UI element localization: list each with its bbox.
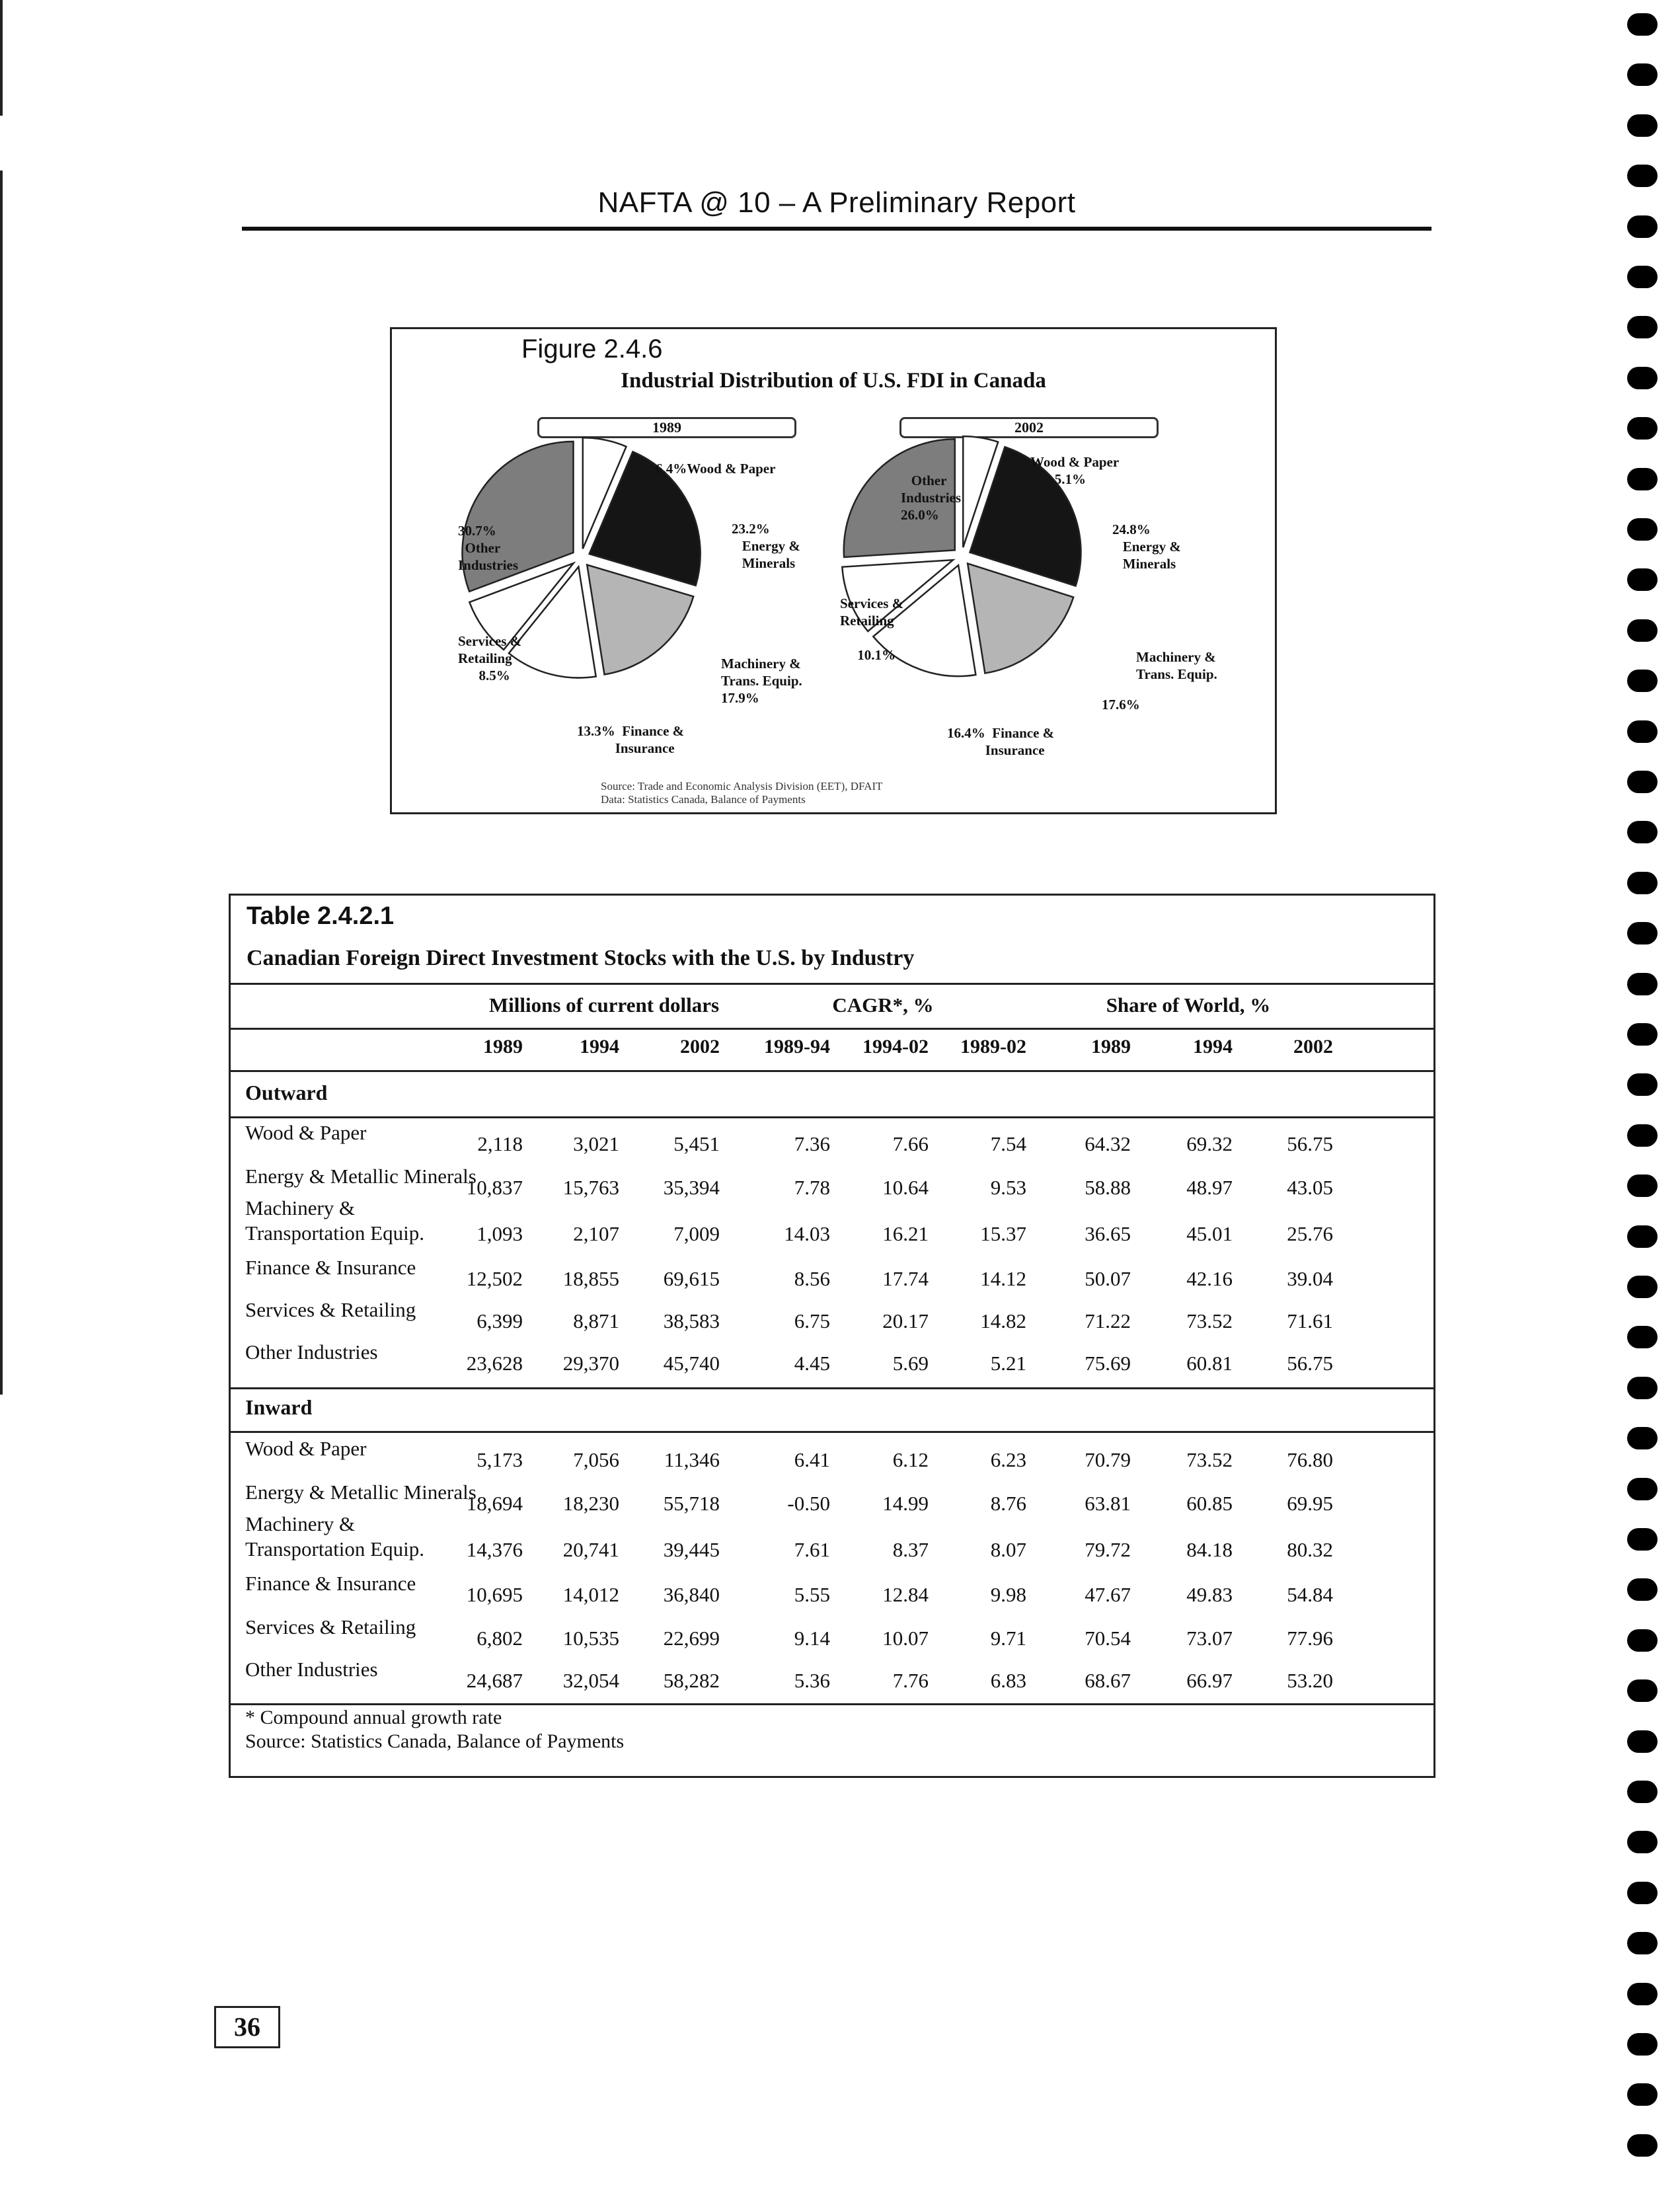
table-cell: 6.75 (794, 1309, 830, 1332)
table-column-header: 1994-02 (862, 1036, 929, 1058)
binding-hole (1627, 1528, 1658, 1551)
table-cell: 8.56 (794, 1267, 830, 1290)
table-cell: 69.95 (1287, 1492, 1333, 1515)
table-column-header: 2002 (680, 1036, 720, 1058)
table-cell: 47.67 (1085, 1583, 1131, 1606)
table-cell: 54.84 (1287, 1583, 1333, 1606)
table-cell: 77.96 (1287, 1627, 1333, 1650)
table-row-label: Transportation Equip. (245, 1537, 424, 1560)
binding-hole (1627, 922, 1658, 944)
table-cell: 6.12 (892, 1448, 929, 1471)
table-cell: 7.54 (990, 1132, 1026, 1155)
table-section-inward: Inward (245, 1395, 313, 1419)
table-number: Table 2.4.2.1 (247, 902, 395, 930)
table-cell: 48.97 (1186, 1176, 1233, 1199)
table-cell: 16.21 (882, 1222, 929, 1245)
binding-hole (1627, 872, 1658, 894)
table-column-header: 2002 (1293, 1036, 1333, 1058)
pie-1989-label-finance: 13.3% Finance & Insurance (577, 723, 685, 756)
table-cell: 7.61 (794, 1538, 830, 1561)
table-cell: 6.23 (990, 1448, 1026, 1471)
table-cell: 69.32 (1186, 1132, 1233, 1155)
binding-hole (1627, 13, 1658, 36)
page-left-edge-line (0, 171, 3, 1395)
binding-hole (1627, 367, 1658, 389)
table-cell: 35,394 (663, 1176, 720, 1199)
table-cell: 53.20 (1287, 1669, 1333, 1692)
table-cell: 50.07 (1085, 1267, 1131, 1290)
binding-hole (1627, 1578, 1658, 1601)
binding-hole (1627, 2083, 1658, 2106)
pie-1989-slice-3 (587, 565, 693, 675)
table-cell: 6.83 (990, 1669, 1026, 1692)
table-cell: 7,009 (673, 1222, 720, 1245)
table-cell: 9.53 (990, 1176, 1026, 1199)
table-column-header: 1994 (1193, 1036, 1233, 1058)
table-cell: 14,376 (466, 1538, 523, 1561)
table-cell: 56.75 (1287, 1352, 1333, 1375)
table-cell: 80.32 (1287, 1538, 1333, 1561)
table-cell: 10.64 (882, 1176, 929, 1199)
table-cell: 10,837 (466, 1176, 523, 1199)
binding-hole (1627, 1326, 1658, 1348)
table-cell: 7,056 (573, 1448, 619, 1471)
table-cell: 71.22 (1085, 1309, 1131, 1332)
table-group-header: Millions of current dollars (488, 993, 720, 1017)
table-cell: 22,699 (663, 1627, 720, 1650)
binding-hole (1627, 215, 1658, 238)
table-cell: 24,687 (466, 1669, 523, 1692)
table-group-header: CAGR*, % (832, 993, 934, 1017)
table-cell: 18,855 (562, 1267, 619, 1290)
table-cell: 7.78 (794, 1176, 830, 1199)
table-cell: 38,583 (663, 1309, 720, 1332)
binding-hole (1627, 2134, 1658, 2157)
binding-hole (1627, 1679, 1658, 1702)
page-number: 36 (214, 2006, 280, 2048)
table-cell: 8.07 (990, 1538, 1026, 1561)
table-cell: 9.14 (794, 1627, 830, 1650)
binding-hole (1627, 266, 1658, 288)
figure-box (390, 327, 1277, 814)
table-cell: 10,535 (562, 1627, 619, 1650)
table-cell: 14,012 (562, 1583, 619, 1606)
binding-hole (1627, 1831, 1658, 1853)
table-cell: 20,741 (562, 1538, 619, 1561)
binding-hole (1627, 973, 1658, 995)
table-cell: 23,628 (466, 1352, 523, 1375)
binding-hole (1627, 1478, 1658, 1500)
binding-hole (1627, 1730, 1658, 1753)
table-cell: 10.07 (882, 1627, 929, 1650)
table-cell: 45,740 (663, 1352, 720, 1375)
table-cell: 36.65 (1085, 1222, 1131, 1245)
table-cell: 2,107 (573, 1222, 619, 1245)
table-cell: 15.37 (980, 1222, 1026, 1245)
table-cell: 32,054 (562, 1669, 619, 1692)
table-row-label: Services & Retailing (245, 1298, 416, 1321)
table-cell: 49.83 (1186, 1583, 1233, 1606)
table-group-header: Share of World, % (1106, 993, 1271, 1017)
binding-hole (1627, 1932, 1658, 1954)
table-cell: 5,173 (477, 1448, 523, 1471)
table-cell: 29,370 (562, 1352, 619, 1375)
binding-hole (1627, 1276, 1658, 1298)
binding-hole (1627, 1427, 1658, 1449)
table-rule (231, 1116, 1433, 1118)
binding-hole (1627, 114, 1658, 137)
table-section-outward: Outward (245, 1081, 328, 1104)
table-cell: 25.76 (1287, 1222, 1333, 1245)
table-row-label: Services & Retailing (245, 1615, 416, 1638)
binding-hole (1627, 1175, 1658, 1197)
pie-2002-label-machinery: Machinery & Trans. Equip. (1136, 649, 1217, 682)
table-cell: 8.37 (892, 1538, 929, 1561)
data-table (229, 894, 1435, 1778)
binding-hole (1627, 821, 1658, 843)
binding-hole (1627, 1124, 1658, 1147)
binding-hole (1627, 1225, 1658, 1248)
table-cell: 66.97 (1186, 1669, 1233, 1692)
table-cell: 39.04 (1287, 1267, 1333, 1290)
table-rule (231, 1387, 1433, 1389)
binding-hole (1627, 619, 1658, 642)
binding-hole (1627, 1377, 1658, 1399)
table-row-label: Other Industries (245, 1340, 378, 1364)
binding-hole (1627, 1983, 1658, 2005)
table-cell: 7.66 (892, 1132, 929, 1155)
binding-hole (1627, 165, 1658, 187)
table-row-label: Machinery & (245, 1196, 356, 1219)
table-cell: 6,399 (477, 1309, 523, 1332)
table-row-label: Other Industries (245, 1658, 378, 1681)
table-cell: 18,694 (466, 1492, 523, 1515)
binding-hole (1627, 1882, 1658, 1904)
table-column-header: 1994 (580, 1036, 619, 1058)
table-column-header: 1989-94 (764, 1036, 830, 1058)
table-cell: 84.18 (1186, 1538, 1233, 1561)
pie-2002-label-services: Services & Retailing 10.1% (840, 596, 904, 663)
pie-1989-label-machinery: Machinery & Trans. Equip. 17.9% (721, 656, 802, 706)
table-cell: 6,802 (477, 1627, 523, 1650)
binding-hole (1627, 1023, 1658, 1046)
figure-label: Figure 2.4.6 (521, 334, 663, 364)
table-row-label: Energy & Metallic Minerals (245, 1481, 477, 1504)
table-cell: 9.98 (990, 1583, 1026, 1606)
table-cell: 70.54 (1085, 1627, 1131, 1650)
table-cell: 60.85 (1186, 1492, 1233, 1515)
table-cell: 60.81 (1186, 1352, 1233, 1375)
table-cell: 14.03 (784, 1222, 830, 1245)
figure-source-line: Source: Trade and Economic Analysis Division (EET), DFAIT (601, 780, 883, 792)
binding-hole (1627, 568, 1658, 591)
table-rule (231, 1070, 1433, 1072)
table-cell: 14.12 (980, 1267, 1026, 1290)
table-cell: 14.99 (882, 1492, 929, 1515)
table-rule (231, 1028, 1433, 1030)
table-cell: 71.61 (1287, 1309, 1333, 1332)
binding-hole (1627, 1781, 1658, 1803)
table-row-label: Wood & Paper (245, 1437, 367, 1460)
figure-source (601, 780, 883, 806)
table-cell: 76.80 (1287, 1448, 1333, 1471)
table-cell: 68.67 (1085, 1669, 1131, 1692)
running-header: NAFTA @ 10 – A Preliminary Report (597, 186, 1076, 219)
pie-1989-year-box: 1989 (537, 417, 796, 438)
table-cell: 18,230 (562, 1492, 619, 1515)
binding-hole (1627, 1629, 1658, 1652)
table-cell: 7.76 (892, 1669, 929, 1692)
table-cell: -0.50 (787, 1492, 830, 1515)
table-cell: 15,763 (562, 1176, 619, 1199)
table-cell: 73.52 (1186, 1448, 1233, 1471)
table-cell: 73.52 (1186, 1309, 1233, 1332)
table-cell: 10,695 (466, 1583, 523, 1606)
figure-data-line: Data: Statistics Canada, Balance of Payments (601, 793, 806, 806)
table-footnote: * Compound annual growth rate (245, 1707, 502, 1728)
table-column-header: 1989 (483, 1036, 523, 1058)
table-rule (231, 983, 1433, 985)
table-row-label: Wood & Paper (245, 1121, 367, 1144)
binding-hole (1627, 518, 1658, 541)
table-cell: 70.79 (1085, 1448, 1131, 1471)
table-cell: 5,451 (673, 1132, 720, 1155)
table-cell: 20.17 (882, 1309, 929, 1332)
binding-hole (1627, 2033, 1658, 2056)
pie-2002-label-energy: 24.8% Energy & Minerals (1112, 521, 1181, 572)
table-title: Canadian Foreign Direct Investment Stocks with the U.S. by Industry (247, 946, 915, 970)
table-cell: 56.75 (1287, 1132, 1333, 1155)
page-left-edge-line (0, 0, 3, 116)
table-row-label: Energy & Metallic Minerals (245, 1165, 477, 1188)
binding-hole (1627, 1073, 1658, 1096)
table-row-label: Finance & Insurance (245, 1572, 416, 1595)
binding-hole (1627, 63, 1658, 86)
pie-1989-label-other: 30.7% Other Industries (458, 523, 519, 573)
table-cell: 12.84 (882, 1583, 929, 1606)
table-rule (231, 1703, 1433, 1705)
pie-2002-label-wood: Wood & Paper 5.1% (1030, 454, 1120, 487)
table-cell: 45.01 (1186, 1222, 1233, 1245)
table-cell: 63.81 (1085, 1492, 1131, 1515)
table-cell: 7.36 (794, 1132, 830, 1155)
table-cell: 5.69 (892, 1352, 929, 1375)
table-cell: 55,718 (663, 1492, 720, 1515)
table-cell: 58,282 (663, 1669, 720, 1692)
binding-hole (1627, 720, 1658, 743)
pie-2002-label-finance: 16.4% Finance & Insurance (947, 725, 1055, 758)
table-cell: 39,445 (663, 1538, 720, 1561)
binding-hole (1627, 468, 1658, 490)
table-cell: 14.82 (980, 1309, 1026, 1332)
table-cell: 17.74 (882, 1267, 929, 1290)
table-cell: 3,021 (573, 1132, 619, 1155)
table-column-header: 1989-02 (960, 1036, 1026, 1058)
table-cell: 5.36 (794, 1669, 830, 1692)
table-row-label: Transportation Equip. (245, 1221, 424, 1245)
table-cell: 64.32 (1085, 1132, 1131, 1155)
table-cell: 6.41 (794, 1448, 830, 1471)
table-column-header: 1989 (1091, 1036, 1131, 1058)
pie-1989-label-services: Services & Retailing 8.5% (458, 633, 522, 683)
table-cell: 9.71 (990, 1627, 1026, 1650)
binding-hole (1627, 417, 1658, 440)
table-cell: 4.45 (794, 1352, 830, 1375)
pie-1989-label-wood: 6.4%Wood & Paper (656, 461, 776, 477)
binding-hole (1627, 771, 1658, 793)
table-cell: 8.76 (990, 1492, 1026, 1515)
binding-hole (1627, 316, 1658, 338)
header-rule (242, 227, 1432, 231)
table-cell: 73.07 (1186, 1627, 1233, 1650)
pie-2002-label-machinery-pct: 17.6% (1102, 697, 1140, 712)
table-cell: 8,871 (573, 1309, 619, 1332)
table-cell: 58.88 (1085, 1176, 1131, 1199)
table-cell: 79.72 (1085, 1538, 1131, 1561)
table-cell: 11,346 (664, 1448, 720, 1471)
pie-1989-label-energy: 23.2% Energy & Minerals (732, 521, 800, 571)
pie-2002-label-other: Other Industries 26.0% (901, 473, 962, 523)
table-cell: 5.55 (794, 1583, 830, 1606)
table-cell: 12,502 (466, 1267, 523, 1290)
table-cell: 2,118 (477, 1132, 523, 1155)
table-rule (231, 1431, 1433, 1433)
table-cell: 75.69 (1085, 1352, 1131, 1375)
table-cell: 69,615 (663, 1267, 720, 1290)
table-cell: 1,093 (477, 1222, 523, 1245)
figure-title: Industrial Distribution of U.S. FDI in Canada (621, 369, 1046, 393)
table-source: Source: Statistics Canada, Balance of Payments (245, 1730, 625, 1752)
table-cell: 36,840 (663, 1583, 720, 1606)
table-cell: 43.05 (1287, 1176, 1333, 1199)
table-row-label: Machinery & (245, 1512, 356, 1535)
binding-hole (1627, 670, 1658, 692)
pie-2002-year-box: 2002 (899, 417, 1159, 438)
table-cell: 42.16 (1186, 1267, 1233, 1290)
table-cell: 5.21 (990, 1352, 1026, 1375)
table-row-label: Finance & Insurance (245, 1256, 416, 1279)
